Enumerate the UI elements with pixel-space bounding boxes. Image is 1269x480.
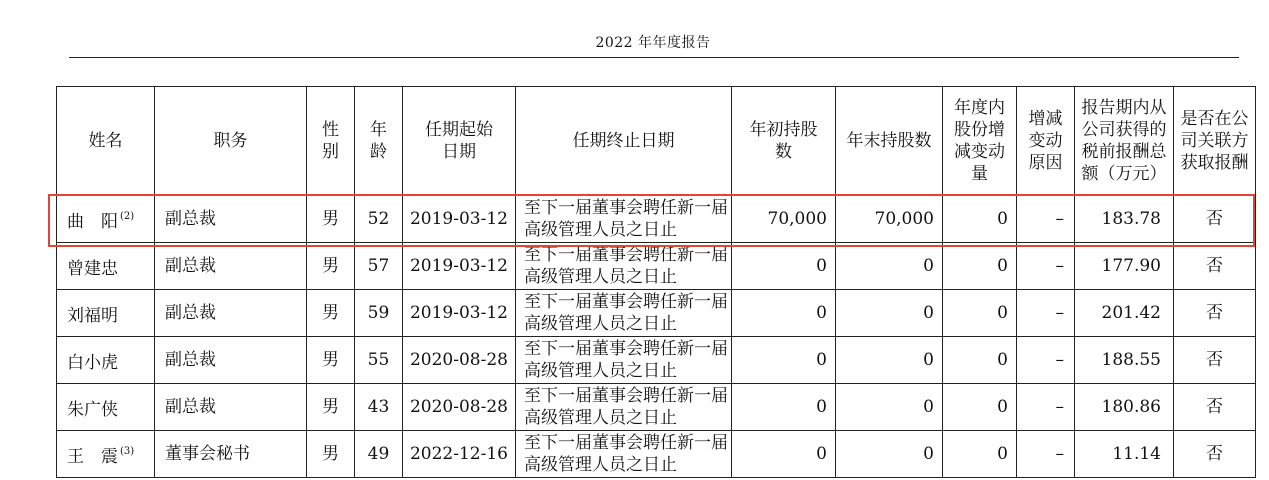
cell-reason: –: [1017, 431, 1075, 478]
cell-gender: 男: [307, 243, 355, 290]
cell-start-date: 2019-03-12: [403, 290, 516, 337]
cell-begin-shares: 0: [732, 337, 836, 384]
cell-reason: –: [1017, 384, 1075, 431]
cell-pay: 188.55: [1075, 337, 1174, 384]
report-title: 2022 年年度报告: [595, 35, 711, 51]
footnote-mark: (2): [120, 210, 135, 222]
cell-end-shares: 0: [836, 290, 943, 337]
cell-end-shares: 0: [836, 337, 943, 384]
cell-gender: 男: [307, 431, 355, 478]
cell-start-date: 2019-03-12: [403, 243, 516, 290]
cell-title: 副总裁: [155, 243, 307, 290]
cell-title: 副总裁: [155, 290, 307, 337]
cell-change: 0: [943, 196, 1017, 243]
cell-pay: 183.78: [1075, 196, 1174, 243]
cell-start-date: 2020-08-28: [403, 337, 516, 384]
cell-change: 0: [943, 337, 1017, 384]
cell-change: 0: [943, 243, 1017, 290]
cell-age: 59: [355, 290, 403, 337]
col-header-change: 年度内股份增减变动量: [943, 87, 1017, 196]
person-name: 王 震: [67, 446, 118, 467]
cell-title: 副总裁: [155, 384, 307, 431]
cell-related: 否: [1174, 431, 1256, 478]
cell-age: 55: [355, 337, 403, 384]
col-header-begin-shares: 年初持股数: [732, 87, 836, 196]
col-header-title: 职务: [155, 87, 307, 196]
cell-change: 0: [943, 290, 1017, 337]
col-header-name: 姓名: [57, 87, 155, 196]
cell-begin-shares: 0: [732, 290, 836, 337]
cell-end-shares: 70,000: [836, 196, 943, 243]
person-name: 刘福明: [67, 305, 118, 326]
cell-reason: –: [1017, 337, 1075, 384]
cell-pay: 177.90: [1075, 243, 1174, 290]
table-row: [57, 196, 1256, 243]
cell-pay: 201.42: [1075, 290, 1174, 337]
cell-begin-shares: 70,000: [732, 196, 836, 243]
cell-reason: –: [1017, 196, 1075, 243]
cell-start-date: 2022-12-16: [403, 431, 516, 478]
header-divider: [69, 57, 1239, 58]
cell-begin-shares: 0: [732, 243, 836, 290]
cell-end-shares: 0: [836, 243, 943, 290]
cell-start-date: 2019-03-12: [403, 196, 516, 243]
cell-change: 0: [943, 431, 1017, 478]
footnote-mark: (3): [120, 445, 135, 457]
cell-title: 副总裁: [155, 337, 307, 384]
person-name: 曲 阳: [67, 211, 118, 232]
cell-reason: –: [1017, 290, 1075, 337]
cell-end-date: 至下一届董事会聘任新一届高级管理人员之日止: [516, 196, 732, 243]
table-row: [57, 431, 1256, 478]
cell-title: 副总裁: [155, 196, 307, 243]
cell-end-date: 至下一届董事会聘任新一届高级管理人员之日止: [516, 431, 732, 478]
cell-begin-shares: 0: [732, 384, 836, 431]
col-header-end-shares: 年末持股数: [836, 87, 943, 196]
cell-name: [57, 384, 155, 431]
page-header: [0, 0, 1269, 60]
table-row: [57, 290, 1256, 337]
cell-end-shares: 0: [836, 431, 943, 478]
table-header-row: [57, 87, 1256, 196]
cell-age: 43: [355, 384, 403, 431]
cell-pay: 11.14: [1075, 431, 1174, 478]
cell-gender: 男: [307, 196, 355, 243]
cell-end-date: 至下一届董事会聘任新一届高级管理人员之日止: [516, 290, 732, 337]
cell-age: 52: [355, 196, 403, 243]
person-name: 曾建忠: [67, 258, 118, 279]
cell-end-shares: 0: [836, 384, 943, 431]
cell-reason: –: [1017, 243, 1075, 290]
cell-gender: 男: [307, 337, 355, 384]
cell-name: [57, 196, 155, 243]
col-header-age: 年龄: [355, 87, 403, 196]
cell-related: 否: [1174, 337, 1256, 384]
cell-gender: 男: [307, 290, 355, 337]
col-header-gender: 性别: [307, 87, 355, 196]
col-header-end-date: 任期终止日期: [516, 87, 732, 196]
cell-name: [57, 290, 155, 337]
cell-gender: 男: [307, 384, 355, 431]
cell-pay: 180.86: [1075, 384, 1174, 431]
person-name: 白小虎: [67, 352, 118, 373]
cell-end-date: 至下一届董事会聘任新一届高级管理人员之日止: [516, 337, 732, 384]
table-row: [57, 243, 1256, 290]
cell-name: [57, 243, 155, 290]
cell-end-date: 至下一届董事会聘任新一届高级管理人员之日止: [516, 384, 732, 431]
cell-related: 否: [1174, 290, 1256, 337]
cell-start-date: 2020-08-28: [403, 384, 516, 431]
cell-name: [57, 431, 155, 478]
table-row: [57, 337, 1256, 384]
cell-begin-shares: 0: [732, 431, 836, 478]
cell-name: [57, 337, 155, 384]
cell-age: 57: [355, 243, 403, 290]
cell-related: 否: [1174, 243, 1256, 290]
management-table: [56, 86, 1256, 478]
cell-age: 49: [355, 431, 403, 478]
cell-end-date: 至下一届董事会聘任新一届高级管理人员之日止: [516, 243, 732, 290]
cell-change: 0: [943, 384, 1017, 431]
cell-related: 否: [1174, 384, 1256, 431]
col-header-pay: 报告期内从公司获得的税前报酬总额（万元）: [1075, 87, 1174, 196]
table-row: [57, 384, 1256, 431]
cell-related: 否: [1174, 196, 1256, 243]
col-header-reason: 增减变动原因: [1017, 87, 1075, 196]
col-header-start-date: 任期起始日期: [403, 87, 516, 196]
person-name: 朱广侠: [67, 399, 118, 420]
cell-title: 董事会秘书: [155, 431, 307, 478]
col-header-related: 是否在公司关联方获取报酬: [1174, 87, 1256, 196]
